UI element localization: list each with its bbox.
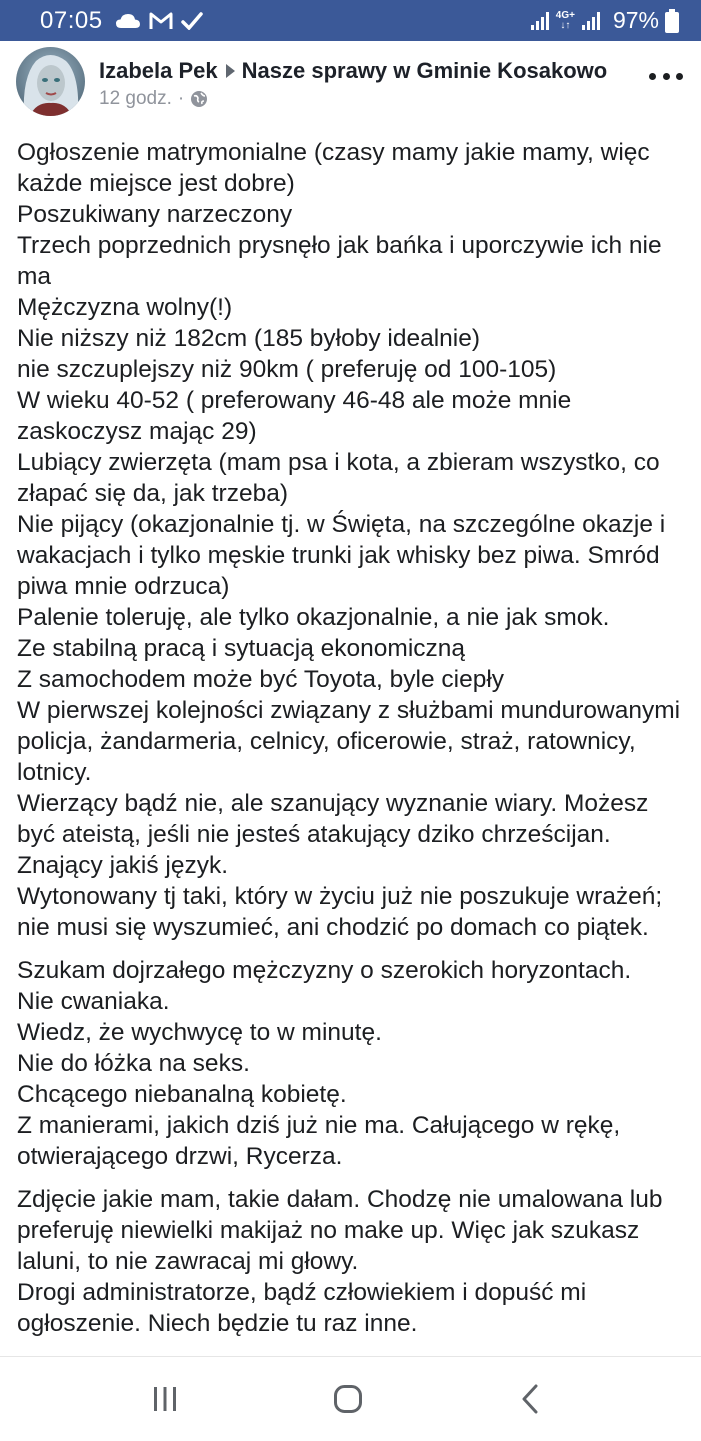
- post-paragraph: Ogłoszenie matrymonialne (czasy mamy jakie mamy, więc każde miejsce jest dobre) Poszukiwany narzeczony Trzech poprzednich prysnęło jak bańka i uporczywie ich nie ma Mężczyzna wolny(!) Nie niższy niż 182cm (185 byłoby idealnie) nie szczuplejszy niż 90km ( preferuję od 100-105) W wieku 40-52 ( preferowany 46-48 ale może mnie zaskoczysz mając 29) Lubiący zwierzęta (mam psa i kota, a zbieram wszystko, co złapać się da, jak trzeba) Nie pijący (okazjonalnie tj. w Święta, na szczególne okazje i wakacjach i tylko męskie trunki jak whisky bez piwa. Smród piwa mnie odrzuca) Palenie toleruję, ale tylko okazjonalnie, a nie jak smok. Ze stabilną pracą i sytuacją ekonomiczną Z samochodem może być Toyota, byle ciepły W pierwszej kolejności związany z służbami mundurowanymi policja, żandarmeria, celnicy, oficerowie, straż, ratownicy, lotnicy. Wierzący bądź nie, ale szanujący wyznanie wiary. Możesz być ateistą, jeśli nie jesteś atakujący dziko chrześcijan. Znający jakiś język. Wytonowany tj taki, który w życiu już nie poszukuje wrażeń; nie musi się wyszumieć, ani chodzić po domach co piątek.: [17, 139, 681, 941]
- home-button[interactable]: [288, 1357, 408, 1441]
- post-timestamp[interactable]: 12 godz.: [99, 88, 172, 109]
- meta-separator: ·: [177, 88, 185, 109]
- recent-apps-button[interactable]: [105, 1357, 225, 1441]
- status-bar: [0, 0, 701, 41]
- post-body: [17, 137, 692, 1356]
- back-button[interactable]: [470, 1357, 590, 1441]
- post-header: [0, 41, 701, 125]
- avatar[interactable]: [16, 47, 85, 116]
- recent-apps-icon: [151, 1385, 179, 1413]
- dot-icon: [663, 73, 670, 80]
- battery-icon: [665, 9, 679, 33]
- globe-icon: [190, 90, 208, 108]
- back-icon: [519, 1384, 541, 1414]
- post-author-line: [99, 58, 607, 84]
- dot-icon: [676, 73, 683, 80]
- battery-percent: 97%: [612, 7, 659, 33]
- post-meta: [99, 88, 208, 110]
- caret-right-icon: [224, 63, 236, 79]
- gmail-icon: [149, 12, 173, 30]
- post-paragraph: Zdjęcie jakie mam, takie dałam. Chodzę nie umalowana lub preferuję niewielki makijaż no make up. Więc jak szukasz laluni, to nie zawracaj mi głowy. Drogi administratorze, bądź człowiekiem i dopuść mi ogłoszenie. Niech będzie tu raz inne.: [17, 1186, 663, 1337]
- cloud-icon: [115, 13, 141, 29]
- signal-icon: [530, 11, 550, 31]
- home-icon: [333, 1384, 363, 1414]
- network-type-indicator: 4G+ ↓↑: [555, 9, 575, 31]
- signal-icon: [581, 11, 601, 31]
- author-name[interactable]: Izabela Pek: [99, 58, 218, 83]
- check-icon: [181, 12, 203, 30]
- more-options-button[interactable]: [649, 63, 683, 89]
- post-paragraph: Szukam dojrzałego mężczyzny o szerokich horyzontach. Nie cwaniaka. Wiedz, że wychwycę to w minutę. Nie do łóżka na seks. Chcącego niebanalną kobietę. Z manierami, jakich dziś już nie ma. Całującego w rękę, otwierającego drzwi, Rycerza.: [17, 957, 632, 1170]
- group-name[interactable]: Nasze sprawy w Gminie Kosakowo: [241, 58, 608, 83]
- clock: 07:05: [40, 6, 103, 34]
- system-nav-bar: [0, 1356, 701, 1440]
- dot-icon: [649, 73, 656, 80]
